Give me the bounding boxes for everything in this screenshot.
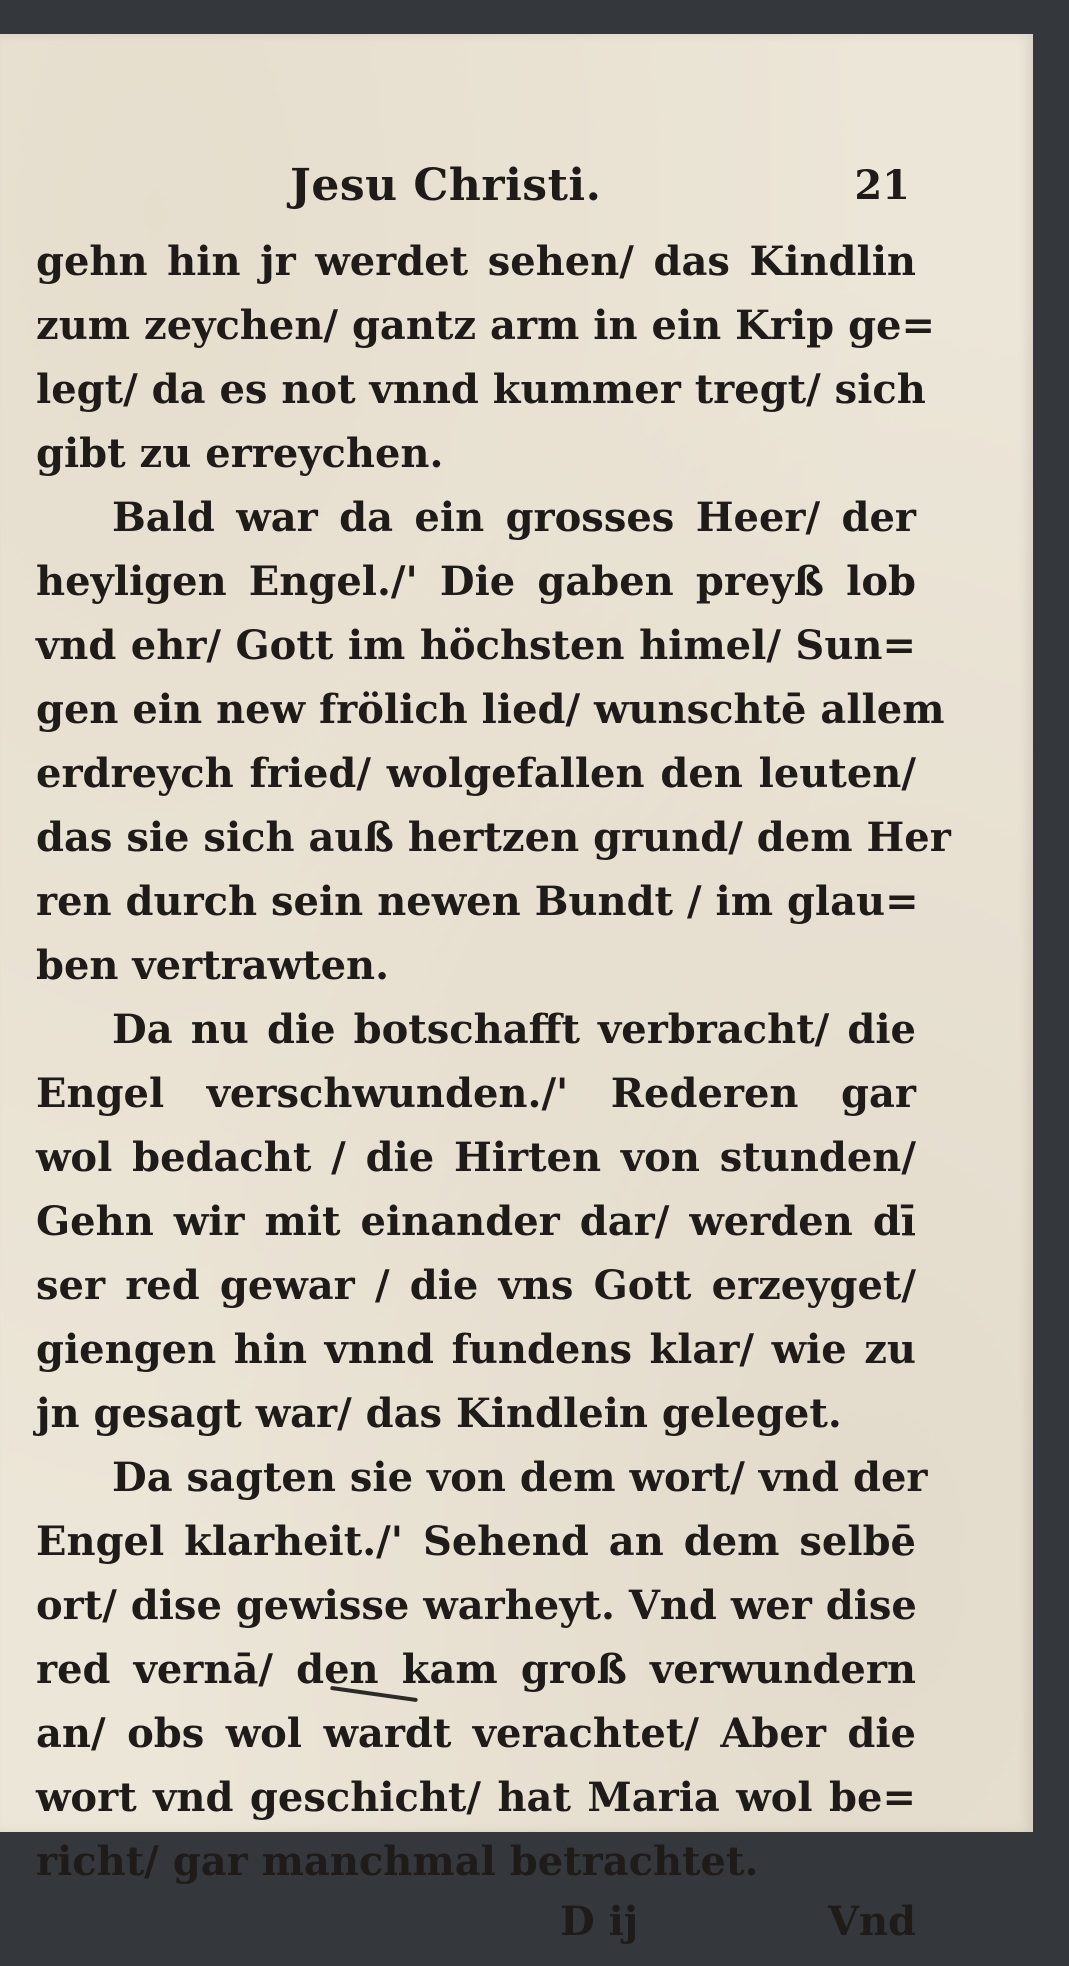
text-line: gehn hin jr werdet sehen/ das Kindlin [36, 238, 916, 285]
stanza-3 [36, 998, 916, 1446]
text-block [36, 152, 951, 1966]
text-line: Bald war da ein grosses Heer/ der [112, 494, 916, 541]
text-line: Da sagten sie von dem wort/ vnd der [112, 1454, 928, 1501]
text-line: ser red gewar / die vns Gott erzeyget/ [36, 1262, 916, 1309]
text-line: legt/ da es not vnnd kummer tregt/ sich [36, 366, 926, 413]
stanza-4 [36, 1446, 928, 1894]
text-line: heyligen Engel./' Die gaben preyß lob [36, 558, 916, 605]
running-title: Jesu Christi. [290, 160, 602, 211]
text-line: wol bedacht / die Hirten von stunden/ [36, 1134, 916, 1181]
signature-mark: D ij [560, 1898, 639, 1945]
text-line: wort vnd geschicht/ hat Maria wol be= [36, 1774, 916, 1821]
text-line: Da nu die botschafft verbracht/ die [112, 1006, 916, 1053]
text-line: zum zeychen/ gantz arm in ein Krip ge= [36, 302, 936, 349]
text-line: richt/ gar manchmal betrachtet. [36, 1838, 759, 1885]
page-footer [36, 1894, 916, 1966]
text-line: jn gesagt war/ das Kindlein geleget. [36, 1390, 842, 1437]
text-line: gibt zu erreychen. [36, 430, 444, 477]
stanza-2 [36, 486, 951, 998]
text-line: Engel klarheit./' Sehend an dem selbē [36, 1518, 916, 1565]
running-head [36, 152, 916, 230]
stanza-1 [36, 230, 936, 486]
page-number: 21 [854, 162, 910, 209]
text-line: ort/ dise gewisse warheyt. Vnd wer dise [36, 1582, 917, 1629]
text-line: das sie sich auß hertzen grund/ dem Her [36, 814, 951, 861]
text-line: giengen hin vnnd fundens klar/ wie zu [36, 1326, 916, 1373]
catchword: Vnd [827, 1898, 916, 1945]
text-line: ren durch sein newen Bundt / im glau= [36, 878, 919, 925]
book-page [0, 34, 1033, 1945]
text-line: erdreych fried/ wolgefallen den leuten/ [36, 750, 916, 797]
text-line: ben vertrawten. [36, 942, 390, 989]
text-line: an/ obs wol wardt verachtet/ Aber die [36, 1710, 916, 1757]
text-line: Engel verschwunden./' Rederen gar [36, 1070, 916, 1117]
text-line: vnd ehr/ Gott im höchsten himel/ Sun= [36, 622, 916, 669]
text-line: Gehn wir mit einander dar/ werden dī [36, 1198, 916, 1245]
text-line: red vernā/ den kam groß verwundern [36, 1646, 916, 1693]
text-line: gen ein new frölich lied/ wunschtē allem [36, 686, 945, 733]
